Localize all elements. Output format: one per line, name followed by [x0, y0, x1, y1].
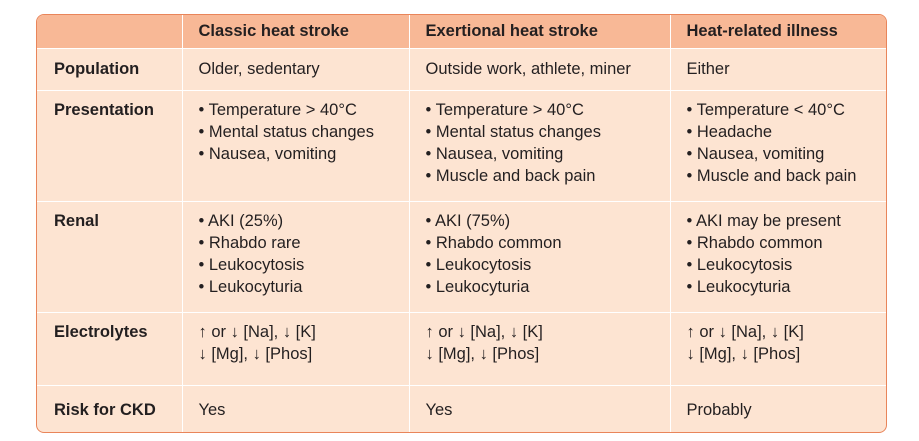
cell-line: • Leukocytosis: [425, 256, 532, 274]
table-cell: [670, 202, 886, 313]
cell-line: Outside work, athlete, miner: [425, 60, 631, 78]
cell-line: • AKI (75%): [425, 212, 511, 230]
row-label: Population: [37, 49, 182, 91]
table-row-risk-for-ckd: [37, 386, 886, 434]
table-cell: [409, 202, 670, 313]
cell-line: ↓ [Mg], ↓ [Phos]: [686, 345, 801, 363]
cell-line: • Nausea, vomiting: [425, 145, 564, 163]
table-row-renal: [37, 202, 886, 313]
cell-line: • AKI may be present: [686, 212, 841, 230]
cell-line: • Rhabdo rare: [198, 234, 301, 252]
cell-line: • Leukocytosis: [686, 256, 793, 274]
cell-line: • AKI (25%): [198, 212, 284, 230]
cell-line: • Leukocytosis: [198, 256, 305, 274]
table-row-electrolytes: [37, 313, 886, 386]
cell-line: Older, sedentary: [198, 60, 320, 78]
cell-line: • Mental status changes: [425, 123, 601, 141]
table-cell: [670, 49, 886, 91]
table-cell: [409, 91, 670, 202]
cell-line: ↑ or ↓ [Na], ↓ [K]: [425, 323, 543, 341]
row-label: Renal: [37, 202, 182, 313]
table-row-presentation: [37, 91, 886, 202]
cell-line: • Leukocyturia: [198, 278, 303, 296]
heat-illness-table: [37, 15, 886, 433]
cell-line: • Temperature > 40°C: [425, 101, 584, 119]
table-cell: [670, 91, 886, 202]
row-label: Risk for CKD: [37, 386, 182, 434]
cell-line: • Rhabdo common: [425, 234, 562, 252]
cell-line: Yes: [198, 401, 226, 419]
cell-line: • Leukocyturia: [425, 278, 530, 296]
header-heat-related-illness: Heat-related illness: [670, 15, 886, 49]
cell-line: • Nausea, vomiting: [686, 145, 825, 163]
cell-line: Probably: [686, 401, 752, 419]
cell-line: Yes: [425, 401, 453, 419]
cell-line: • Temperature > 40°C: [198, 101, 357, 119]
cell-line: • Muscle and back pain: [686, 167, 857, 185]
cell-line: ↑ or ↓ [Na], ↓ [K]: [198, 323, 316, 341]
table-cell: [182, 313, 409, 386]
cell-line: • Mental status changes: [198, 123, 374, 141]
table-cell: [670, 313, 886, 386]
cell-line: • Headache: [686, 123, 773, 141]
table-cell: [182, 49, 409, 91]
header-cell-empty: [37, 15, 182, 49]
table-cell: [182, 91, 409, 202]
row-label: Electrolytes: [37, 313, 182, 386]
comparison-table: [36, 14, 887, 433]
table-cell: [182, 202, 409, 313]
cell-line: • Temperature < 40°C: [686, 101, 845, 119]
cell-line: ↑ or ↓ [Na], ↓ [K]: [686, 323, 804, 341]
cell-line: Either: [686, 60, 730, 78]
cell-line: • Muscle and back pain: [425, 167, 596, 185]
table-cell: [409, 386, 670, 434]
cell-line: • Rhabdo common: [686, 234, 823, 252]
cell-line: ↓ [Mg], ↓ [Phos]: [198, 345, 313, 363]
header-classic-heat-stroke: Classic heat stroke: [182, 15, 409, 49]
table-cell: [670, 386, 886, 434]
cell-line: • Nausea, vomiting: [198, 145, 337, 163]
cell-line: ↓ [Mg], ↓ [Phos]: [425, 345, 540, 363]
table-cell: [409, 313, 670, 386]
header-row: [37, 15, 886, 49]
cell-line: • Leukocyturia: [686, 278, 791, 296]
table-row-population: [37, 49, 886, 91]
table-cell: [409, 49, 670, 91]
row-label: Presentation: [37, 91, 182, 202]
table-cell: [182, 386, 409, 434]
header-exertional-heat-stroke: Exertional heat stroke: [409, 15, 670, 49]
